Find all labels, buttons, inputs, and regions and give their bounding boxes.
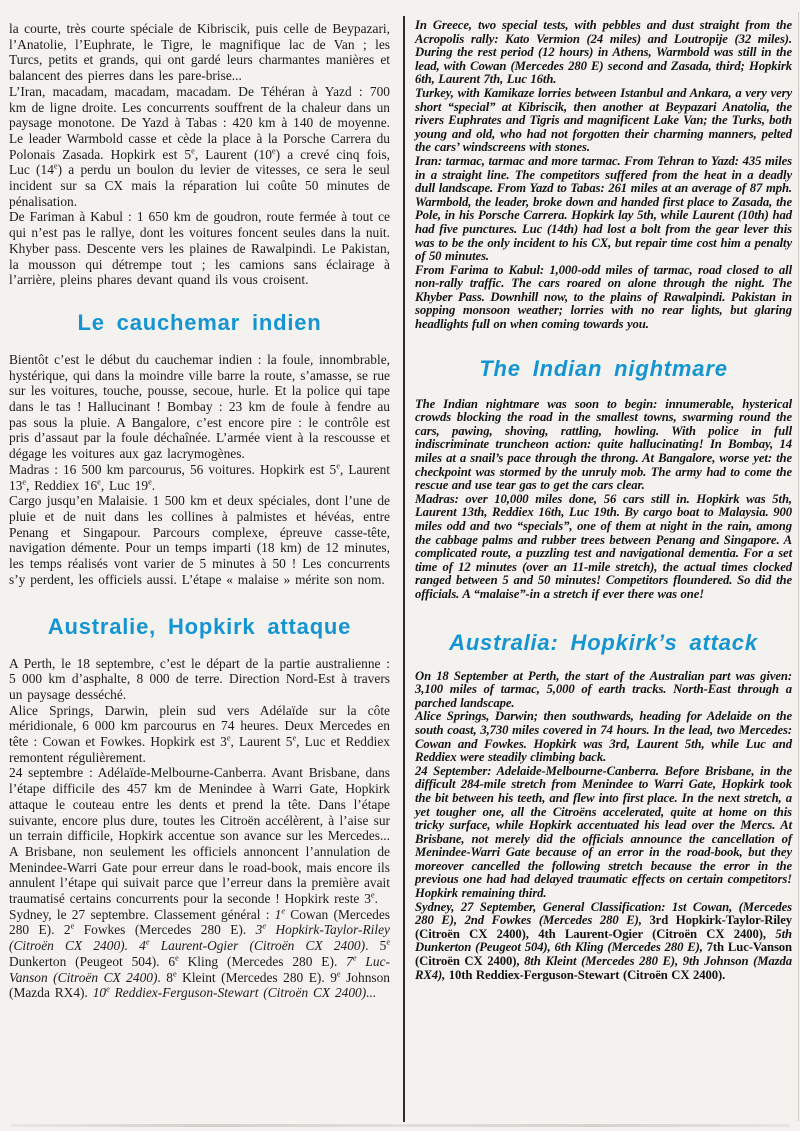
column-divider-rule [403, 16, 405, 1122]
scan-artifact-right-edge [798, 12, 799, 1121]
section-heading-indian-nightmare: The Indian nightmare [479, 355, 728, 381]
paragraph: From Farima to Kabul: 1,000-odd miles of tarmac, road closed to all non-rally traffic. The cars roared on alone through the night. The Khyber Pass. Downhill now, to the plains of Rawalpindi. Pakistan in sopping monsoon weather; lorries with no rear lights, but glaring headlights full on when coming towards you. [415, 262, 792, 332]
paragraph: L’Iran, macadam, macadam, macadam. De Téhéran à Yazd : 700 km de ligne droite. Les concurrents souffrent de la chaleur dans un paysage monotone. De Yazd à Tabas : 420 km à 140 de moyenne. Le leader Warmbold casse et cède la place à la Porsche Carrera du Polonais Zasada. Hopkirk est 5e, Laurent (10e) a crevé cinq fois, Luc (14e) a perdu un boulon du levier de vitesses, ce sera le seul incident sur sa CX mais la réparation lui coûte 50 minutes de pénalisation. [9, 83, 391, 209]
paragraph: Bientôt c’est le début du cauchemar indien : la foule, innombrable, hystérique, qui dans la moindre ville barre la route, s’amasse, se rue sur les voitures, touche, pousse, secoue, hurle. Et la police qui tape dans le tas ! Hallucinant ! Bombay : 23 km de foule à fendre au pas sous la pluie. A Bangalore, c’est encore pire : le contrôle est pris d’assaut par la foule déchaînée. L’armée vient à la rescousse et dégage les voitures aux gaz lacrymogènes. [9, 351, 390, 462]
paragraph: Madras : 16 500 km parcourus, 56 voitures. Hopkirk est 5e, Laurent 13e, Reddiex 16e, Luc 19e. [9, 461, 390, 493]
section-intro-en [415, 19, 792, 332]
section-australie-fr [9, 614, 390, 1001]
paragraph: De Fariman à Kabul : 1 650 km de goudron, route fermée à tout ce qui n’est pas le rallye, dont les voitures foncent seules dans la nuit. Khyber pass. Descente vers les plaines de Rawalpindi. Le Pakistan, la mousson qui détrempe tout ; les camions sans éclairage à l’arrière, pleins phares devant quand ils vous croisent. [9, 209, 390, 288]
paragraph: 24 September: Adelaide-Melbourne-Canberra. Before Brisbane, in the difficult 284-mile stretch from Menindee to Warri Gate, Hopkirk took the bit between his teeth, and flew into first place. In the next stretch, a yet tougher one, all the Citroëns accelerated, quite at home on this tricky surface, while Hopkirk accentuated his lead over the Mercs. At Brisbane, not merely did the officials announce the cancellation of Menindee-Warri Gate because of an error in the road-book, but they moreover cancelled the following stretch because the error in the previous one had had delayed traumatic effects on certain competitors! Hopkirk remaining third. [415, 763, 792, 901]
section-cauchemar-indien [9, 310, 390, 588]
paragraph: Cargo jusqu’en Malaisie. 1 500 km et deux spéciales, dont l’une de pluie et de nuit dans les collines à palmistes et hévéas, entre Penang et Singapour. Parcours complexe, épreuve casse-tête, navigation démente. Pour un temps imparti (18 km) de 12 minutes, les temps réalisés vont varier de 5 minutes à 50 ! Les concurrents s’y perdent, les officiels aussi. L’étape « malaise » mérite son nom. [9, 493, 390, 587]
paragraph: Alice Springs, Darwin, plein sud vers Adélaïde sur la côte méridionale, 6 000 km parcourus en 74 heures. Deux Mercedes en tête : Cowan et Fowkes. Hopkirk est 3e, Laurent 5e, Luc et Reddiex remontent régulièrement. [9, 702, 391, 765]
paragraph: Sydney, 27 September, General Classification: 1st Cowan, (Mercedes 280 E), 2nd Fowkes (Mercedes 280 E), 3rd Hopkirk-Taylor-Riley (Citroën CX 2400), 4th Laurent-Ogier (Citroën CX 2400), 5th Dunkerton (Peugeot 504), 6th Kling (Mercedes 280 E), 7th Luc-Vanson (Citroën CX 2400), 8th Kleint (Mercedes 280 E), 9th Johnson (Mazda RX4), 10th Reddiex-Ferguson-Stewart (Citroën CX 2400). [415, 899, 792, 982]
paragraph: A Perth, le 18 septembre, c’est le départ de la partie australienne : 5 000 km d’asphalte, 8 000 de terre. Direction Nord-Est à travers un paysage desséché. [9, 655, 390, 702]
scan-artifact-bottom-smudge [10, 1124, 790, 1127]
paragraph: The Indian nightmare was soon to begin: innumerable, hysterical crowds blocking the road in the smallest towns, swarming round the cars, pawing, shoving, rattling, howling. With police in full indiscriminate truncheon action: quite hallucinating! In Bombay, 14 miles at a snail’s pace through the throng. At Bangalore, worse yet: the checkpoint was stormed by the unruly mob. The army had to come the rescue and use tear gas to get the cars clear. [415, 396, 792, 493]
section-indian-nightmare [415, 356, 792, 602]
paragraph: Iran: tarmac, tarmac and more tarmac. From Tehran to Yazd: 435 miles in a straight line. The competitors suffered from the heat in a deadly dull landscape. From Yazd to Tabas: 261 miles at an average of 87 mph. Warmbold, the leader, broke down and handed first place to Zasada, the Pole, in his Porsche Carrera. Hopkirk lay 5th, while Laurent (10th) had had five punctures. Luc (14th) had lost a bolt from the gear lever this was to be the only incident to his CX, but repair time cost him a penalty of 50 minutes. [415, 153, 792, 264]
french-column [9, 21, 390, 1001]
section-australia-en [415, 630, 792, 983]
paragraph: Turkey, with Kamikaze lorries between Istanbul and Ankara, a very very short “special” at Kibriscik, then another at Beypazari Anatolia, the rivers Euphrates and Tigris and magnificent Lake Van; the Turks, both young and old, who had not forgotten their charming manners, pelted the cars’ windscreens with stones. [415, 85, 792, 155]
section-heading-cauchemar-indien: Le cauchemar indien [77, 309, 322, 335]
english-column [415, 19, 792, 982]
section-intro-fr [9, 21, 390, 288]
paragraph: Madras: over 10,000 miles done, 56 cars still in. Hopkirk was 5th, Laurent 13th, Reddiex 16th, Luc 19th. By cargo boat to Malaysia. 900 miles odd and two “specials”, one of them at night in the rain, among the cabbage palms and rubber trees between Penang and Singapore. A complicated route, a puzzling test and navigational dementia. For a set time of 12 minutes (over an 11-mile stretch), the actual times clocked ranged between 5 and 50 minutes! Competitors floundered. So did the officials. A “malaise”-in a stretch if ever there was one! [415, 491, 792, 601]
paragraph: Alice Springs, Darwin; then southwards, heading for Adelaide on the south coast, 3,730 miles covered in 74 hours. In the lead, two Mercedes: Cowan and Fowkes. Hopkirk was 3rd, Laurent 5th, while Luc and Reddiex were steadily climbing back. [415, 709, 792, 765]
section-heading-australia-attack: Australia: Hopkirk’s attack [449, 629, 758, 655]
paragraph: On 18 September at Perth, the start of the Australian part was given: 3,100 miles of tarmac, 5,000 of earth tracks. North-East through a parched landscape. [415, 668, 792, 710]
section-heading-australie: Australie, Hopkirk attaque [47, 613, 352, 639]
paragraph: In Greece, two special tests, with pebbles and dust straight from the Acropolis rally: Kato Vermion (24 miles) and Loutropije (32 miles). During the rest period (12 hours) in Athens, Warmbold was still in the lead, with Cowan (Mercedes 280 E) second and Zasada, third; Hopkirk 6th, Laurent 7th, Luc 16th. [415, 18, 792, 87]
paragraph: la courte, très courte spéciale de Kibriscik, puis celle de Beypazari, l’Anatolie, l’Euphrate, le Tigre, le magnifique lac de Van ; les Turcs, petits et grands, qui ont gardé leurs charmantes manières et balancent des pierres dans les pare-brise... [9, 21, 390, 84]
paragraph: 24 septembre : Adélaïde-Melbourne-Canberra. Avant Brisbane, dans l’étape difficile des 457 km de Menindee à Warri Gate, Hopkirk attaque le couteau entre les dents et prend la tête. Dans l’étape suivante, encore plus dure, toutes les Citroën accélèrent, à l’aise sur un terrain difficile, Hopkirk accentue son avance sur les Mercedes... A Brisbane, non seulement les officiels annoncent l’annulation de Menindee-Warri Gate pour erreur dans le road-book, mais encore ils annulent l’étape qui suivait parce que l’erreur dans la première avait traumatisé certains concurrents pour la seconde ! Hopkirk reste 3e. [9, 765, 390, 907]
paragraph: Sydney, le 27 septembre. Classement général : 1e Cowan (Mercedes 280 E). 2e Fowkes (Mercedes 280 E). 3e Hopkirk-Taylor-Riley (Citroën CX 2400). 4e Laurent-Ogier (Citroën CX 2400). 5e Dunkerton (Peugeot 504). 6e Kling (Mercedes 280 E). 7e Luc-Vanson (Citroën CX 2400). 8e Kleint (Mercedes 280 E). 9e Johnson (Mazda RX4). 10e Reddiex-Ferguson-Stewart (Citroën CX 2400)... [9, 906, 391, 1001]
